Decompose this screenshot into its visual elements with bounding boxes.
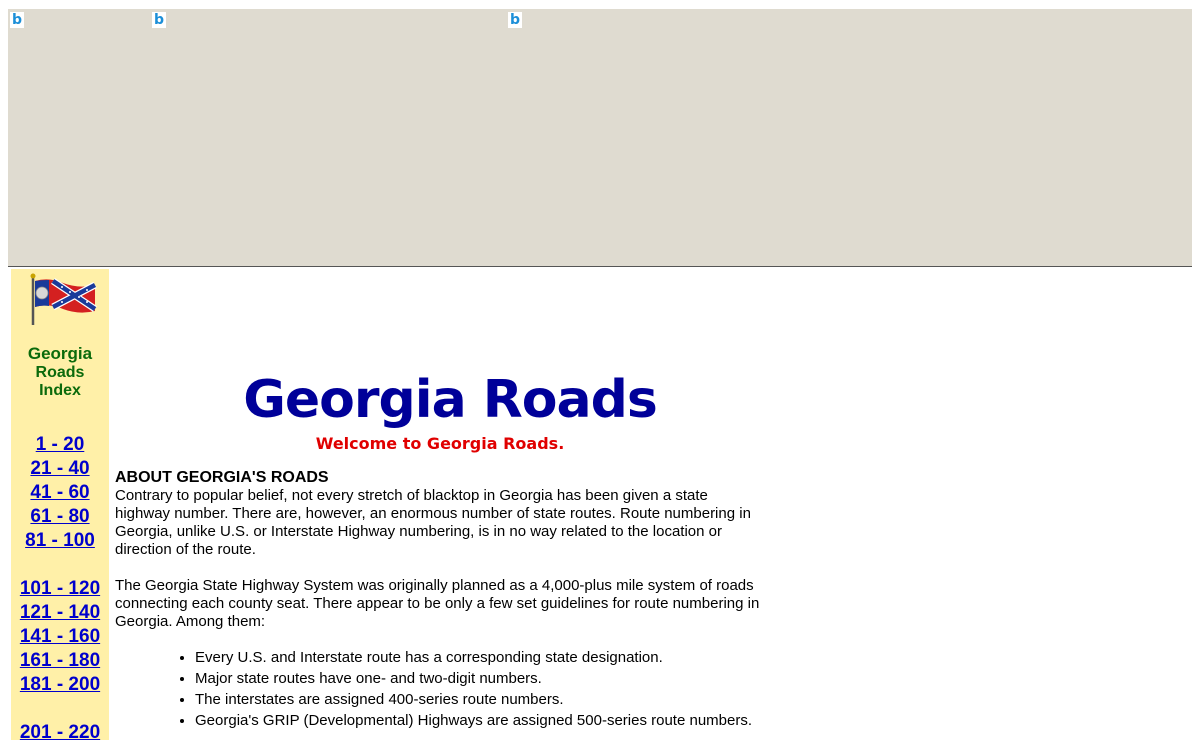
sidebar — [11, 269, 109, 743]
sidebar-heading-index: Index — [39, 382, 81, 399]
about-heading: ABOUT GEORGIA'S ROADS — [115, 469, 329, 486]
bing-icon[interactable]: b — [11, 12, 23, 28]
sidebar-link-81-100[interactable]: 81 - 100 — [25, 530, 95, 551]
list-item: • Georgia's GRIP (Developmental) Highways are assigned 500-series route numbers. — [195, 712, 765, 730]
sidebar-link-201-220[interactable]: 201 - 220 — [19, 722, 101, 743]
sidebar-link-141-160[interactable]: 141 - 160 — [19, 626, 101, 647]
sidebar-heading-roads: Roads — [35, 364, 85, 381]
georgia-flag-icon — [29, 273, 99, 325]
sidebar-link-1-20[interactable]: 1 - 20 — [35, 434, 85, 455]
sidebar-heading-georgia: Georgia — [27, 344, 93, 363]
main-content — [115, 469, 765, 733]
ad-banner[interactable] — [8, 9, 1192, 267]
intro-paragraph: Contrary to popular belief, not every stretch of blacktop in Georgia has been given a state highway number. There are, however, an enormous number of state routes. Route numbering in Georgia, unlike U.S. or Interstate Highway numbering, is in no way related to the location or direction of the route. — [115, 487, 751, 558]
sidebar-link-21-40[interactable]: 21 - 40 — [30, 458, 90, 479]
sidebar-link-121-140[interactable]: 121 - 140 — [19, 602, 101, 623]
list-item: • Every U.S. and Interstate route has a corresponding state designation. — [195, 649, 765, 667]
guidelines-list — [115, 649, 765, 730]
system-paragraph: The Georgia State Highway System was originally planned as a 4,000-plus mile system of roads connecting each county seat. There appear to be only a few set guidelines for route numbering in Georgia. Among them: — [115, 577, 760, 630]
list-item: • Major state routes have one- and two-digit numbers. — [195, 670, 765, 688]
sidebar-link-41-60[interactable]: 41 - 60 — [30, 482, 90, 503]
sidebar-link-101-120[interactable]: 101 - 120 — [19, 578, 101, 599]
sidebar-link-161-180[interactable]: 161 - 180 — [19, 650, 101, 671]
bing-icon[interactable]: b — [509, 12, 521, 28]
sidebar-link-181-200[interactable]: 181 - 200 — [19, 674, 101, 695]
list-item: • The interstates are assigned 400-series route numbers. — [195, 691, 765, 709]
page-title: Georgia Roads — [243, 370, 657, 430]
bing-icon[interactable]: b — [153, 12, 165, 28]
sidebar-link-61-80[interactable]: 61 - 80 — [30, 506, 90, 527]
welcome-message: Welcome to Georgia Roads. — [315, 434, 565, 453]
